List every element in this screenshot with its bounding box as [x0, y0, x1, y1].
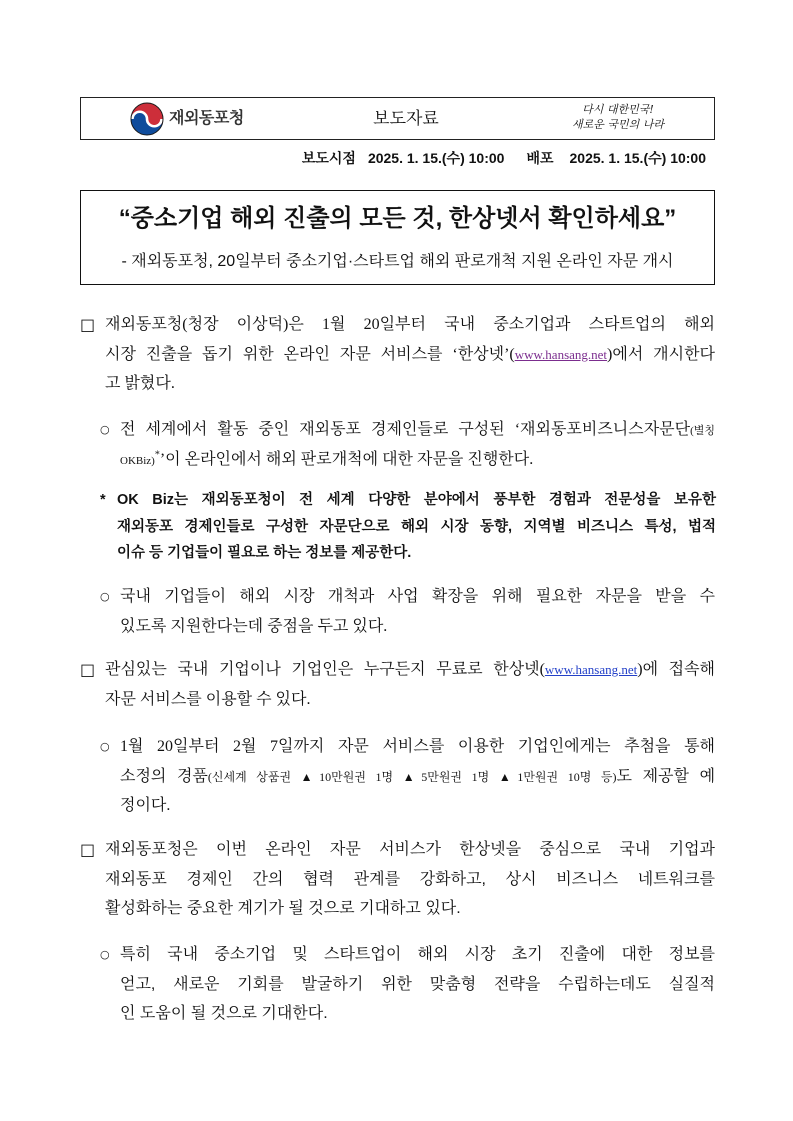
- line-text: 관심있는 국내 기업이나 기업인은 누구든지 무료로 한상넷(: [105, 661, 545, 678]
- paragraph-line: 재외동포청은 이번 온라인 자문 서비스가 한상넷을 중심으로 국내 기업과: [105, 841, 715, 858]
- paragraph-line: 고 밝혔다.: [105, 375, 175, 392]
- circle-bullet: ○: [100, 740, 110, 753]
- line-text: 도 제공할 예: [616, 767, 716, 785]
- header-box: [80, 97, 715, 140]
- square-bullet: □: [80, 315, 96, 334]
- paragraph-line: 인 도움이 될 것으로 기대한다.: [120, 1005, 328, 1022]
- paragraph-line: [120, 762, 715, 792]
- document-type: 보도자료: [373, 109, 439, 128]
- distribution-label: 배포: [526, 150, 554, 166]
- footnote: [100, 487, 716, 567]
- paragraph-line: 국내 기업들이 해외 시장 개척과 사업 확장을 위해 필요한 자문을 받을 수: [120, 588, 715, 605]
- paragraph-text: [120, 415, 715, 474]
- alias-note-text: OKBiz): [120, 454, 155, 467]
- footnote-text: [117, 487, 716, 567]
- paragraph-line: 자문 서비스를 이용할 수 있다.: [105, 690, 311, 708]
- alias-note-text: (별칭: [690, 425, 715, 437]
- line-text: )에서 개시한다: [607, 345, 715, 363]
- hansang-website-link[interactable]: www.hansang.net: [544, 662, 638, 677]
- paragraph-line: [105, 340, 715, 370]
- embargo-time: 2025. 1. 15.(수) 10:00: [367, 150, 505, 166]
- footnote-mark: *: [154, 449, 160, 461]
- circle-bullet: ○: [100, 948, 110, 961]
- paragraph-line: 1월 20일부터 2월 7일까지 자문 서비스를 이용한 기업인에게는 추첨을 통해: [120, 738, 715, 755]
- paragraph-text: [120, 732, 715, 821]
- government-slogan: [563, 102, 673, 132]
- asterisk-bullet: *: [100, 492, 106, 508]
- paragraph-line: 얻고, 새로운 기회를 발굴하기 위한 맞춤형 전략을 수립하는데도 실질적: [120, 975, 715, 993]
- slogan-line: 새로운 국민의 나라: [571, 118, 664, 131]
- footnote-line: 이슈 등 기업들이 필요로 하는 정보를 제공한다.: [117, 545, 412, 561]
- slogan-line: 다시 대한민국!: [582, 103, 654, 116]
- headline-title: “중소기업 해외 진출의 모든 것, 한상넷서 확인하세요”: [118, 205, 677, 232]
- prize-details-text: (신세계 상품권 ▲10만원권 1명 ▲5만원권 1명 ▲1만원권 10명 등): [207, 769, 617, 784]
- paragraph-7: [100, 940, 715, 1029]
- footnote-line: 재외동포 경제인들로 구성한 자문단으로 해외 시장 동향, 지역별 비즈니스 특성, 법적: [117, 518, 716, 535]
- line-text: 시장 진출을 돕기 위한 온라인 자문 서비스를 ‘한상넷’(: [105, 345, 515, 363]
- paragraph-5: [100, 732, 715, 821]
- circle-bullet: ○: [100, 423, 110, 436]
- paragraph-line: 정이다.: [120, 797, 171, 814]
- paragraph-line: 재외동포청(청장 이상덕)은 1월 20일부터 국내 중소기업과 스타트업의 해외: [105, 316, 715, 333]
- line-text: ’이 온라인에서 해외 판로개척에 대한 자문을 진행한다.: [159, 450, 534, 468]
- paragraph-2: [100, 415, 715, 474]
- paragraph-text: [105, 310, 715, 399]
- headline-subtitle: - 재외동포청, 20일부터 중소기업·스타트업 해외 판로개척 지원 온라인 자문 개시: [121, 253, 674, 270]
- line-text: )에 접속해: [637, 661, 715, 678]
- square-bullet: □: [80, 840, 96, 859]
- paragraph-line: [120, 415, 715, 445]
- paragraph-text: [120, 940, 715, 1029]
- distribution-time: 2025. 1. 15.(수) 10:00: [569, 150, 706, 166]
- korea-government-emblem-icon: [130, 102, 164, 136]
- paragraph-4: [80, 655, 715, 714]
- paragraph-line: 재외동포 경제인 간의 협력 관계를 강화하고, 상시 비즈니스 네트워크를: [105, 870, 715, 888]
- embargo-label: 보도시점: [301, 150, 356, 166]
- circle-bullet: ○: [100, 590, 110, 603]
- paragraph-text: [120, 582, 715, 641]
- paragraph-line: [105, 655, 715, 685]
- paragraph-6: [80, 835, 715, 924]
- paragraph-text: [105, 835, 715, 924]
- line-text: 소정의 경품: [120, 767, 208, 785]
- paragraph-text: [105, 655, 715, 714]
- paragraph-line: 있도록 지원한다는데 중점을 두고 있다.: [120, 617, 388, 635]
- paragraph-line: 특히 국내 중소기업 및 스타트업이 해외 시장 초기 진출에 대한 정보를: [120, 946, 715, 963]
- paragraph-3: [100, 582, 715, 641]
- paragraph-line: [120, 445, 715, 475]
- paragraph-1: [80, 310, 715, 399]
- release-info: [302, 148, 706, 168]
- line-text: 전 세계에서 활동 중인 재외동포 경제인들로 구성된 ‘재외동포비즈니스자문단: [120, 421, 691, 438]
- hansang-website-link[interactable]: www.hansang.net: [514, 346, 608, 362]
- paragraph-line: 활성화하는 중요한 계기가 될 것으로 기대하고 있다.: [105, 900, 461, 917]
- square-bullet: □: [80, 660, 96, 679]
- organization-name: 재외동포청: [169, 110, 244, 127]
- headline-box: [80, 190, 715, 285]
- footnote-line: OK Biz는 재외동포청이 전 세계 다양한 분야에서 풍부한 경험과 전문성을 보유한: [117, 492, 716, 508]
